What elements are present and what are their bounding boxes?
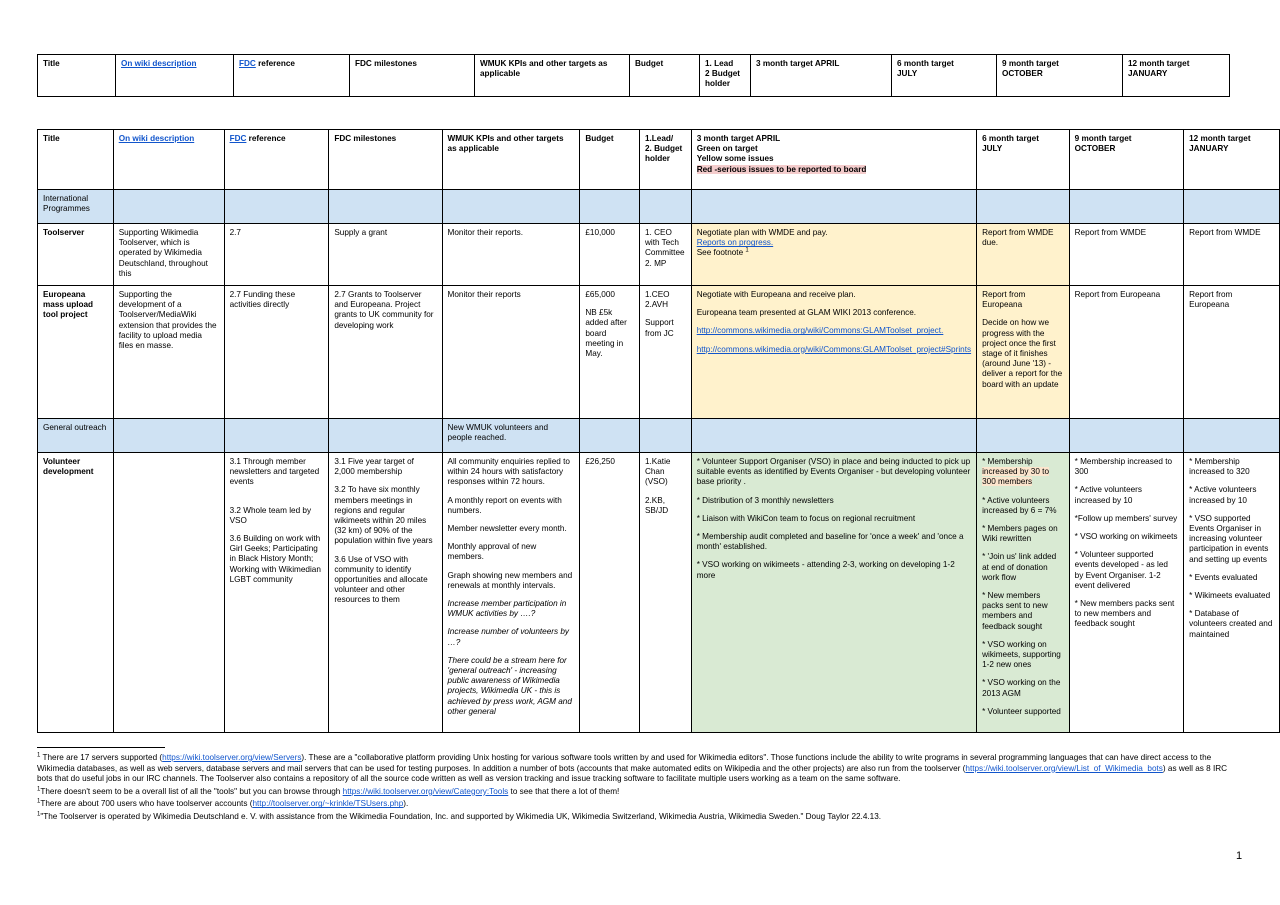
highlighted-target: increased by 30 to 300 members [982,467,1050,487]
main-table [37,129,1280,733]
col-budget: Budget [630,55,700,97]
fdc-link[interactable]: FDC [239,59,256,68]
row-6-month: Report from WMDE due. [977,224,1070,286]
row-lead: 1. CEO with Tech Committee 2. MP [639,224,691,286]
row-desc: Supporting Wikimedia Toolserver, which is operated by Wikimedia Deutschland, throughout this [113,224,224,286]
row-desc: Supporting the development of a Toolserver/MediaWiki extension that provides the facility to upload media files en masse. [113,286,224,419]
col-9-month: 9 month target OCTOBER [997,55,1123,97]
row-title: Toolserver [38,224,114,286]
col-lead: 1. Lead 2 Budget holder [700,55,751,97]
row-lead: 1.Katie Chan (VSO) 2.KB, SB/JD [639,453,691,733]
row-title: Volunteer development [38,453,114,733]
row-title: Europeana mass upload tool project [38,286,114,419]
col-12-month: 12 month target JANUARY [1184,130,1280,190]
row-milestones: Supply a grant [329,224,442,286]
col-6-month: 6 month target JULY [892,55,997,97]
servers-link[interactable]: https://wiki.toolserver.org/view/Servers [162,753,302,762]
col-6-month: 6 month target JULY [977,130,1070,190]
section-title: International Programmes [38,190,114,224]
col-fdc: FDC reference [234,55,350,97]
row-kpis: Monitor their reports [442,286,580,419]
row-kpis: All community enquiries replied to within 24 hours with satisfactory responses within 72 hours. A monthly report on events with numbers. Member newsletter every month. Monthly approval of new members. Graph showing new members and renewals at monthly intervals. Increase member participation in WMUK activities by ….? Increase number of volunteers by …? There could be a stream here for 'general outreach' - increasing public awareness of Wikimedia projects, Wikimedia UK - this is achieved by press work, AGM and other general [442,453,580,733]
table-row-volunteer [38,453,1280,733]
row-milestones: 2.7 Grants to Toolserver and Europeana. Project grants to UK community for developing work [329,286,442,419]
red-status-note: Red -serious issues to be reported to board [696,164,867,174]
row-6-month: * Membership increased by 30 to 300 members * Active volunteers increased by 6 = 7% * Members pages on Wiki rewritten * 'Join us' link added at end of donation work flow * New members packs sent to new members and feedback sought * VSO working on wikimeets, supporting 1-2 new ones * VSO working on the 2013 AGM * Volunteer supported [977,453,1070,733]
glamtoolset-sprints-link[interactable]: http://commons.wikimedia.org/wiki/Commons:GLAMToolset_project#Sprints [696,344,972,354]
footnotes [37,753,1237,825]
row-budget: £10,000 [580,224,640,286]
col-on-wiki [116,55,234,97]
col-title: Title [38,130,114,190]
footnote-divider [37,747,165,748]
row-3-month: Negotiate plan with WMDE and pay. Reports on progress. See footnote $^1$ [691,224,976,286]
row-budget: £26,250 [580,453,640,733]
col-title: Title [38,55,116,97]
col-milestones: FDC milestones [329,130,442,190]
table-row-toolserver [38,224,1280,286]
row-fdc: 2.7 Funding these activities directly [224,286,329,419]
reports-link[interactable]: Reports on progress. [696,238,774,248]
row-6-month: Report from Europeana Decide on how we progress with the project once the first stage of it finishes (around June '13) - deliver a report for the board with an update [977,286,1070,419]
footnote-3: $^1$There are about 700 users who have toolserver accounts (http://toolserver.org/~krinkle/TSUsers.php). [37,798,409,809]
header-table [37,54,1230,97]
col-9-month: 9 month target OCTOBER [1069,130,1183,190]
row-3-month: Negotiate with Europeana and receive plan. Europeana team presented at GLAM WIKI 2013 conference. http://commons.wikimedia.org/wiki/Commons:GLAMToolset_project. http://commons.wikimedia.org/wiki/Commons:GLAMToolset_project#Sprints [691,286,976,419]
col-budget: Budget [580,130,640,190]
section-row-general [38,419,1280,453]
row-kpis: Monitor their reports. [442,224,580,286]
row-12-month: Report from WMDE [1184,224,1280,286]
col-lead: 1.Lead/ 2. Budget holder [639,130,691,190]
row-desc [113,453,224,733]
col-kpis: WMUK KPIs and other targets as applicable [475,55,630,97]
footnote-1: $^1$ There are 17 servers supported (https://wiki.toolserver.org/view/Servers). These are a "collaborative platform providing Unix hosting for various software tools written by and used for Wikimedia editors". Those functions include the ability to write programs in several programming languages that can have direct access to the Wikimedia databases, as well as web servers, database servers and mail servers that can be used for testing purposes. In addition a number of bots (accounts that make automated edits on Wikipedia and the other projects) are also run from the toolserver (https://wiki.toolserver.org/view/List_of_Wikimedia_bots) as well as 8 IRC bots that do useful jobs in our IRC channels. The Toolserver also contains a repository of all the source code written as well as version tracking and issue tracking software to facilitate multiple users working as a team on the same software. [37,752,1228,784]
on-wiki-link[interactable]: On wiki description [118,134,195,143]
glamtoolset-link[interactable]: http://commons.wikimedia.org/wiki/Commons:GLAMToolset_project. [696,326,944,336]
col-on-wiki [113,130,224,190]
row-fdc: 3.1 Through member newsletters and targeted events 3.2 Whole team led by VSO 3.6 Building on work with Girl Geeks; Participating in Black History Month; Working with Wikimedian LGBT community [224,453,329,733]
row-lead: 1.CEO 2.AVH Support from JC [639,286,691,419]
col-12-month: 12 month target JANUARY [1123,55,1230,97]
row-fdc: 2.7 [224,224,329,286]
section-kpi: New WMUK volunteers and people reached. [442,419,580,453]
row-12-month: * Membership increased to 320 * Active volunteers increased by 10 * VSO supported Events Organiser in increasing volunteer participation in events and setting up events * Events evaluated * Wikimeets evaluated * Database of volunteers created and maintained [1184,453,1280,733]
footnote-2: $^1$There doesn't seem to be a overall list of all the "tools" but you can browse through https://wiki.toolserver.org/view/Category:Tools to see that there a lot of them! [37,786,620,796]
col-kpis: WMUK KPIs and other targets as applicable [442,130,580,190]
page-number: 1 [1236,850,1243,862]
main-header-row [38,130,1280,190]
col-3-month: 3 month target APRIL [751,55,892,97]
section-title: General outreach [38,419,114,453]
col-milestones: FDC milestones [350,55,475,97]
row-budget: £65,000 NB £5k added after board meeting in May. [580,286,640,419]
row-9-month: Report from WMDE [1069,224,1183,286]
col-3-month: 3 month target APRIL Green on target Yellow some issues Red -serious issues to be reported to board [691,130,976,190]
row-3-month: * Volunteer Support Organiser (VSO) in place and being inducted to pick up suitable events as identified by Events Organiser - but developing volunteer base priority . * Distribution of 3 monthly newsletters * Liaison with WikiCon team to focus on regional recruitment * Membership audit completed and baseline for 'once a week' and 'once a month' established. * VSO working on wikimeets - attending 2-3, working on developing 1-2 more [691,453,976,733]
footnote-ref[interactable]: 1 [745,247,749,254]
fdc-link[interactable]: FDC [229,134,247,143]
row-9-month: * Membership increased to 300 * Active volunteers increased by 10 *Follow up members' survey * VSO working on wikimeets * Volunteer supported events developed - as led by Event Organiser. 1-2 event delivered * New members packs sent to new members and feedback sought [1069,453,1183,733]
table-row-europeana [38,286,1280,419]
row-9-month: Report from Europeana [1069,286,1183,419]
row-milestones: 3.1 Five year target of 2,000 membership 3.2 To have six monthly members meetings in regions and regular wikimeets within 20 miles (32 km) of 90% of the population within five years 3.6 Use of VSO with community to identify opportunities and allocate volunteer and other resources to them [329,453,442,733]
section-row-international [38,190,1280,224]
row-12-month: Report from Europeana [1184,286,1280,419]
tsusers-link[interactable]: http://toolserver.org/~krinkle/TSUsers.php [252,799,404,809]
tools-category-link[interactable]: https://wiki.toolserver.org/view/Category:Tools [342,786,509,796]
bots-link[interactable]: https://wiki.toolserver.org/view/List_of_Wikimedia_bots [965,763,1163,773]
col-fdc: FDC reference [224,130,329,190]
on-wiki-link[interactable]: On wiki description [121,59,197,68]
footnote-4: $^1$"The Toolserver is operated by Wikimedia Deutschland e. V. with assistance from the Wikimedia Foundation, Inc. and supported by Wikimedia UK, Wikimedia Switzerland, Wikimedia Austria, Wikimedia Sweden." Doug Taylor 22.4.13. [37,811,882,821]
